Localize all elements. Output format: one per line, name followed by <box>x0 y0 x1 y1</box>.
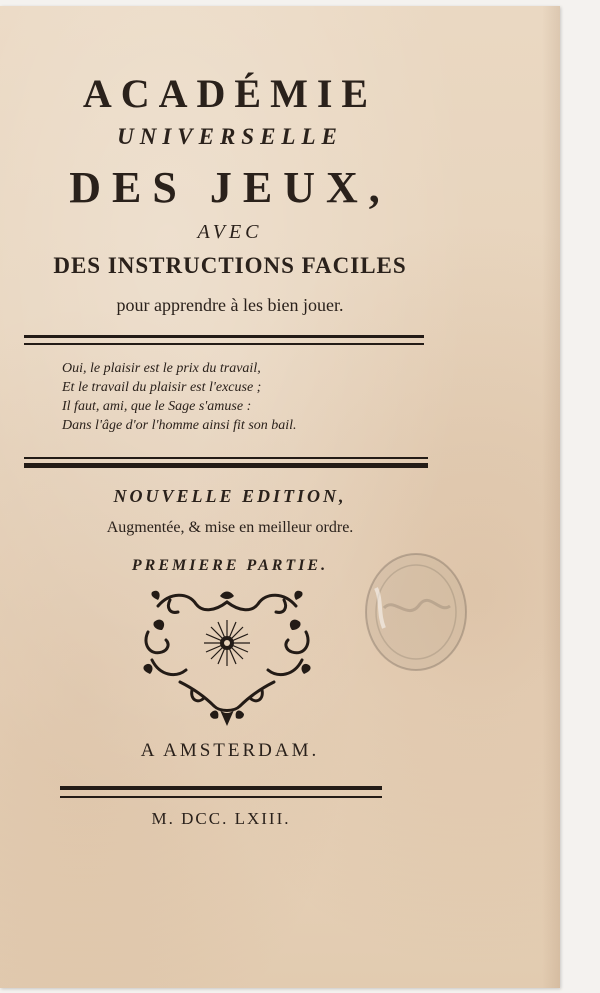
imprint-year: M. DCC. LXIII. <box>151 809 291 828</box>
imprint-place: A AMSTERDAM. <box>140 740 320 761</box>
title-line-academie: ACADÉMIE <box>82 71 378 116</box>
verse-line-2: Et le travail du plaisir est l'excuse ; <box>62 380 262 395</box>
double-rule-bottom-thin <box>60 796 382 798</box>
double-rule-mid-thick <box>24 463 428 468</box>
epigraph-verse <box>62 359 297 435</box>
double-rule-mid-thin <box>24 457 428 459</box>
title-line-des-jeux: DES JEUX, <box>69 163 391 212</box>
verse-line-1: Oui, le plaisir est le prix du travail, <box>62 361 261 376</box>
library-stamp-icon <box>362 548 470 676</box>
title-line-universelle: UNIVERSELLE <box>117 124 343 149</box>
verse-line-4: Dans l'âge d'or l'homme ainsi fit son bail. <box>62 418 297 433</box>
double-rule-top-thin <box>24 343 424 345</box>
double-rule-top-thick <box>24 335 424 338</box>
title-line-avec: AVEC <box>197 221 263 243</box>
verse-line-3: Il faut, ami, que le Sage s'amuse : <box>62 399 252 414</box>
title-page <box>0 6 560 988</box>
part-label: PREMIERE PARTIE. <box>131 557 329 574</box>
floral-ornament-icon <box>140 586 314 726</box>
subtitle-instructions: DES INSTRUCTIONS FACILES <box>53 253 407 278</box>
augmented-note: Augmentée, & mise en meilleur ordre. <box>106 519 354 536</box>
double-rule-bottom-thick <box>60 786 382 790</box>
edition-label: NOUVELLE EDITION, <box>113 486 347 506</box>
subtitle-pour-apprendre: pour apprendre à les bien jouer. <box>116 295 344 315</box>
